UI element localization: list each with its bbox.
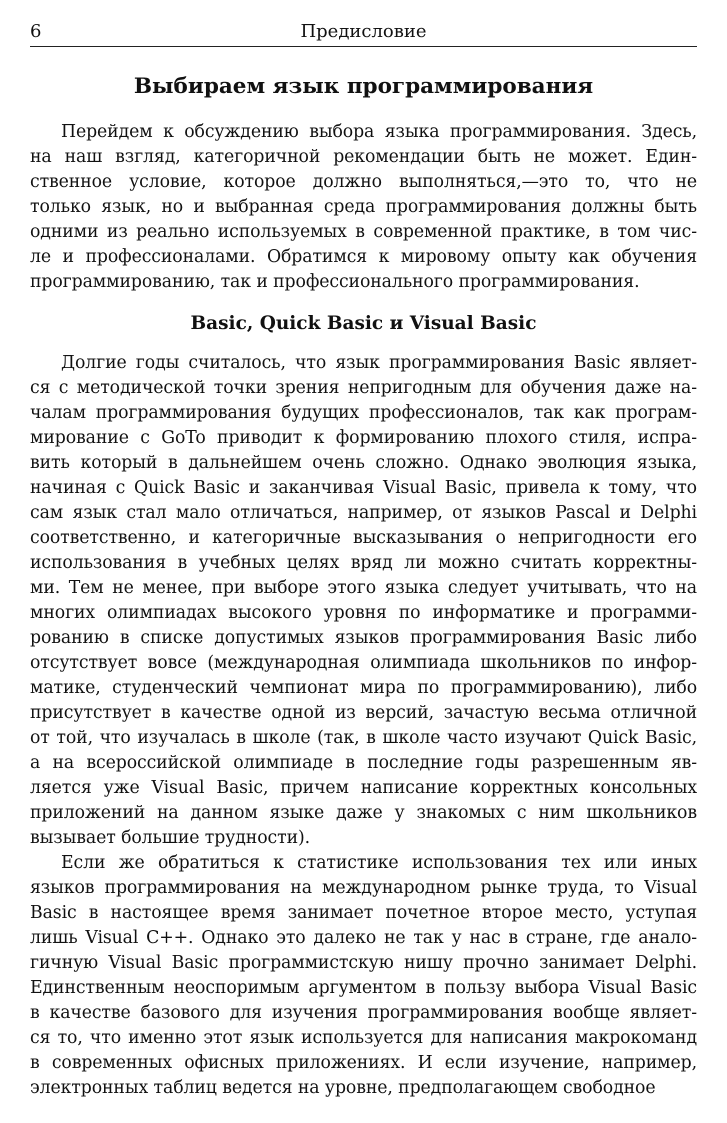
text-line: на наш взгляд, категоричной рекомендации быть не может. Един- (30, 147, 697, 167)
text-line: вызывает большие трудности). (30, 828, 311, 848)
text-line: использования в учебных целях вряд ли можно считать корректны- (30, 553, 697, 573)
paragraph (30, 851, 697, 1101)
paragraph (30, 351, 697, 851)
text-line: Перейдем к обсуждению выбора языка программирования. Здесь, (61, 122, 697, 142)
text-line: начиная с Quick Basic и заканчивая Visual Basic, привела к тому, что (30, 478, 697, 498)
text-line: отсутствует вовсе (международная олимпиада школьников по инфор- (30, 653, 697, 673)
text-line: лишь Visual C++. Однако это далеко не так у нас в стране, где анало- (30, 928, 697, 948)
text-line: приложений на данном языке даже у знакомых с ним школьников (30, 803, 697, 823)
text-line: только язык, но и выбранная среда программирования должны быть (30, 197, 697, 217)
text-line: рованию в списке допустимых языков программирования Basic либо (30, 628, 697, 648)
text-line: Единственным неоспоримым аргументом в пользу выбора Visual Basic (30, 978, 697, 998)
text-line: Долгие годы считалось, что язык программирования Basic являет- (61, 353, 697, 373)
text-line: электронных таблиц ведется на уровне, предполагающем свободное (30, 1078, 656, 1098)
text-line: ми. Тем не менее, при выборе этого языка следует учитывать, что на (30, 578, 697, 598)
text-line: вить который в дальнейшем очень сложно. Однако эволюция языка, (30, 453, 697, 473)
text-line: сам язык стал мало отличаться, например, от языков Pascal и Delphi (30, 503, 697, 523)
text-line: ле и профессионалами. Обратимся к мировому опыту как обучения (30, 247, 697, 267)
page-content (30, 72, 697, 1101)
text-line: в качестве базового для изучения программирования вообще являет- (30, 1003, 697, 1023)
page-header (30, 20, 697, 47)
text-line: а на всероссийской олимпиаде в последние годы разрешенным яв- (30, 753, 697, 773)
text-line: многих олимпиадах высокого уровня по информатике и программи- (30, 603, 697, 623)
text-line: Basic в настоящее время занимает почетное второе место, уступая (30, 903, 697, 923)
subsection-title: Basic, Quick Basic и Visual Basic (190, 313, 537, 334)
text-line: ся с методической точки зрения непригодным для обучения даже на- (30, 378, 697, 398)
text-line: одними из реально используемых в современной практике, в том чис- (30, 222, 697, 242)
running-title: Предисловие (300, 21, 427, 42)
text-line: ственное условие, которое должно выполняться,—это то, что не (30, 172, 697, 192)
paragraph (30, 120, 697, 295)
text-line: гичную Visual Basic программистскую нишу прочно занимает Delphi. (30, 953, 697, 973)
text-line: от той, что изучалась в школе (так, в школе часто изучают Quick Basic, (30, 728, 697, 748)
text-line: программированию, так и профессионального программирования. (30, 272, 640, 292)
text-line: матике, студенческий чемпионат мира по программированию), либо (30, 678, 697, 698)
text-line: в современных офисных приложениях. И если изучение, например, (30, 1053, 697, 1073)
section-title: Выбираем язык программирования (133, 74, 594, 99)
page-number: 6 (30, 21, 42, 42)
text-line: ляется уже Visual Basic, причем написание корректных консольных (30, 778, 697, 798)
text-line: мирование с GoTo приводит к формированию плохого стиля, испра- (30, 428, 697, 448)
text-line: Если же обратиться к статистике использования тех или иных (61, 853, 697, 873)
text-line: ся то, что именно этот язык используется для написания макрокоманд (30, 1028, 697, 1048)
text-line: чалам программирования будущих профессионалов, так как програм- (30, 403, 697, 423)
text-line: присутствует в качестве одной из версий, зачастую весьма отличной (30, 703, 697, 723)
text-line: языков программирования на международном рынке труда, то Visual (30, 878, 697, 898)
text-line: соответственно, и категоричные высказывания о непригодности его (30, 528, 697, 548)
